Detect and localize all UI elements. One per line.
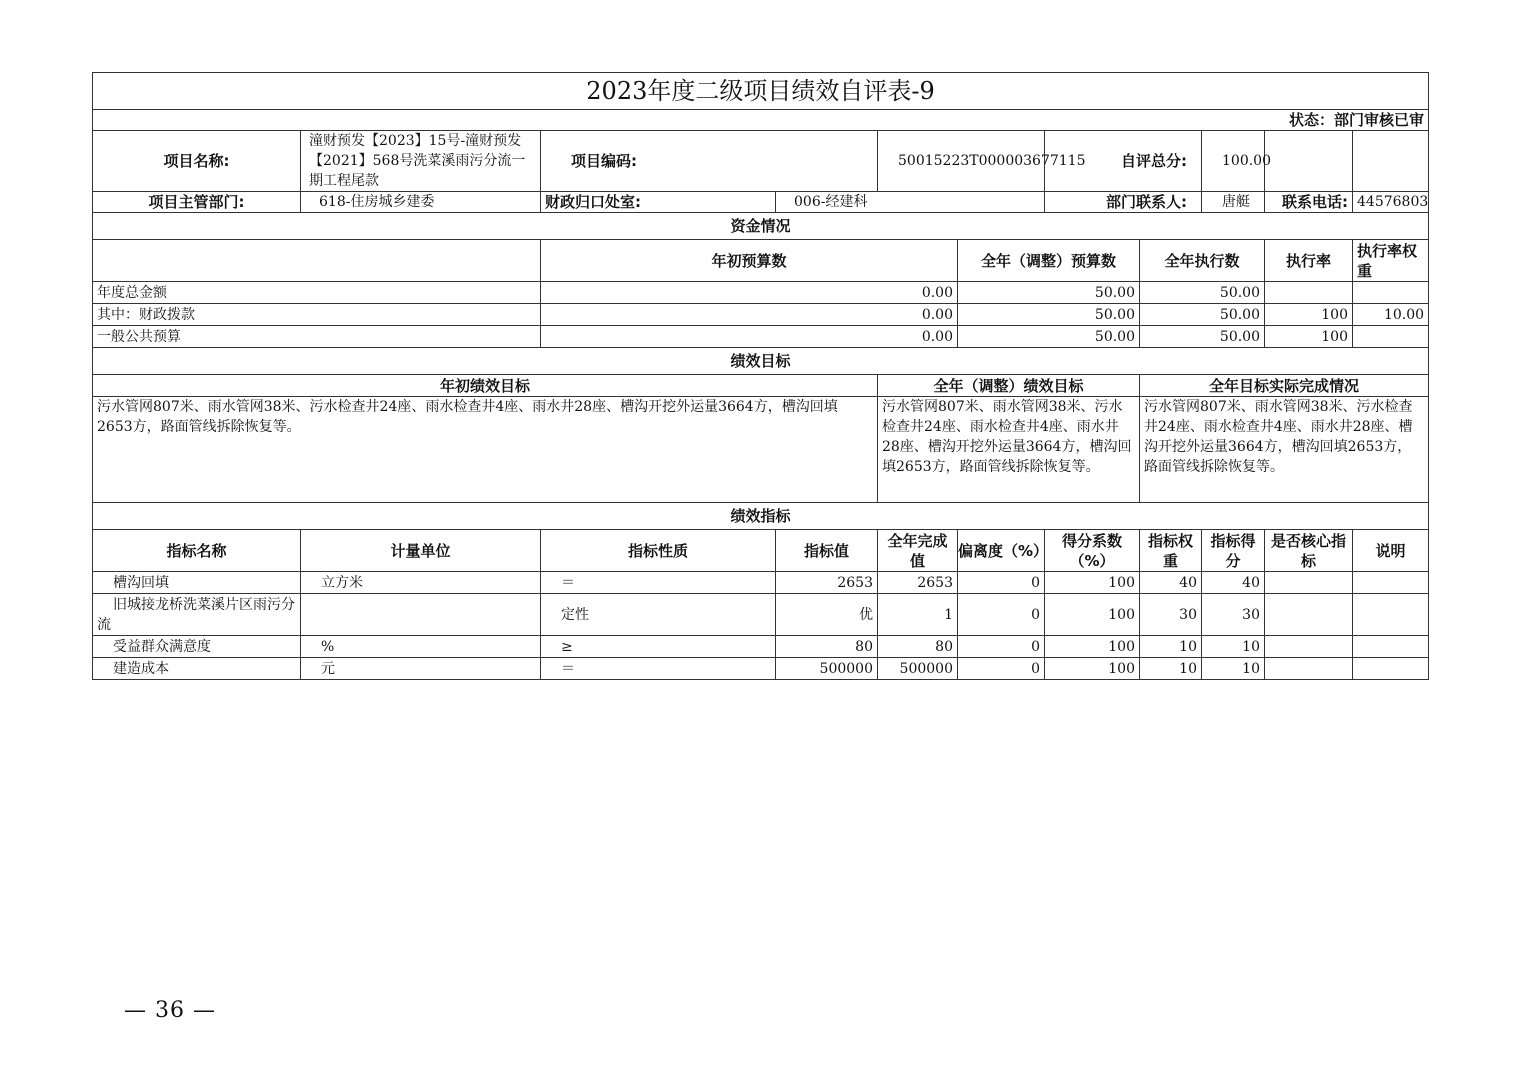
ind-header-score: 指标得分 [1202, 530, 1265, 572]
funds-row-executed: 50.00 [1140, 326, 1265, 348]
ind-score: 10 [1202, 658, 1265, 680]
ind-core [1265, 572, 1353, 594]
table-row [93, 572, 1429, 594]
ind-unit [301, 594, 541, 636]
ind-nature: ＝ [541, 572, 776, 594]
ind-header-value: 指标值 [776, 530, 878, 572]
ind-header-done: 全年完成值 [878, 530, 958, 572]
contact-value: 唐艇 [1202, 192, 1265, 213]
ind-note [1353, 572, 1429, 594]
finance-label: 财政归口处室: [541, 192, 776, 213]
funds-row-rate [1265, 282, 1353, 304]
funds-row-initial: 0.00 [541, 282, 958, 304]
ind-core [1265, 594, 1353, 636]
table-row [93, 594, 1429, 636]
page-title: 2023年度二级项目绩效自评表-9 [93, 73, 1429, 110]
ind-value: 优 [776, 594, 878, 636]
finance-value: 006-经建科 [776, 192, 1045, 213]
ind-unit: % [301, 636, 541, 658]
ind-header-name: 指标名称 [93, 530, 301, 572]
funds-row-name: 年度总金额 [93, 282, 541, 304]
ind-weight: 40 [1140, 572, 1202, 594]
blank-cell [1353, 131, 1429, 192]
ind-done: 1 [878, 594, 958, 636]
ind-coef: 100 [1045, 594, 1140, 636]
status-badge: 状态：部门审核已审 [93, 110, 1429, 131]
ind-nature: ≥ [541, 636, 776, 658]
funds-row-initial: 0.00 [541, 326, 958, 348]
ind-unit: 元 [301, 658, 541, 680]
blank-cell [1265, 131, 1353, 192]
project-code-label: 项目编码: [541, 131, 878, 192]
ind-coef: 100 [1045, 658, 1140, 680]
ind-score: 40 [1202, 572, 1265, 594]
funds-row-adjusted: 50.00 [958, 304, 1140, 326]
project-name-label: 项目名称: [93, 131, 301, 192]
goals-header-actual: 全年目标实际完成情况 [1140, 375, 1429, 397]
ind-dev: 0 [958, 572, 1045, 594]
funds-header-rate: 执行率 [1265, 240, 1353, 282]
ind-note [1353, 594, 1429, 636]
ind-header-core: 是否核心指标 [1265, 530, 1353, 572]
funds-header-initial: 年初预算数 [541, 240, 958, 282]
phone-value: 44576803 [1353, 192, 1429, 213]
project-name: 潼财预发【2023】15号-潼财预发【2021】568号洗菜溪雨污分流一期工程尾款 [301, 131, 541, 192]
funds-row-adjusted: 50.00 [958, 326, 1140, 348]
goals-section-title: 绩效目标 [93, 348, 1429, 375]
ind-coef: 100 [1045, 572, 1140, 594]
funds-header-weight: 执行率权重 [1353, 240, 1429, 282]
goal-initial-text: 污水管网807米、雨水管网38米、污水检查井24座、雨水检查井4座、雨水井28座、槽沟开挖外运量3664方，槽沟回填2653方，路面管线拆除恢复等。 [93, 397, 878, 503]
dept-value: 618-住房城乡建委 [301, 192, 541, 213]
table-row [93, 636, 1429, 658]
funds-row-score: 10.00 [1353, 304, 1429, 326]
goals-header-initial: 年初绩效目标 [93, 375, 878, 397]
score-label: 自评总分: [1045, 131, 1202, 192]
funds-row-name: 其中：财政拨款 [93, 304, 541, 326]
ind-header-nature: 指标性质 [541, 530, 776, 572]
ind-weight: 30 [1140, 594, 1202, 636]
goals-header-adjusted: 全年（调整）绩效目标 [878, 375, 1140, 397]
ind-done: 80 [878, 636, 958, 658]
ind-score: 10 [1202, 636, 1265, 658]
total-score: 100.00 [1202, 131, 1265, 192]
table-row [93, 658, 1429, 680]
funds-row-score [1353, 282, 1429, 304]
funds-row-score [1353, 326, 1429, 348]
ind-done: 500000 [878, 658, 958, 680]
ind-core [1265, 658, 1353, 680]
contact-label: 部门联系人: [1045, 192, 1202, 213]
ind-unit: 立方米 [301, 572, 541, 594]
ind-note [1353, 636, 1429, 658]
ind-score: 30 [1202, 594, 1265, 636]
ind-header-dev: 偏离度（%） [958, 530, 1045, 572]
ind-nature: 定性 [541, 594, 776, 636]
ind-dev: 0 [958, 658, 1045, 680]
ind-dev: 0 [958, 594, 1045, 636]
funds-row-rate: 100 [1265, 304, 1353, 326]
funds-header-adjusted: 全年（调整）预算数 [958, 240, 1140, 282]
ind-coef: 100 [1045, 636, 1140, 658]
funds-row-executed: 50.00 [1140, 304, 1265, 326]
evaluation-table [92, 72, 1429, 680]
funds-header-executed: 全年执行数 [1140, 240, 1265, 282]
ind-nature: ＝ [541, 658, 776, 680]
ind-header-coef: 得分系数（%） [1045, 530, 1140, 572]
goal-adjusted-text: 污水管网807米、雨水管网38米、污水检查井24座、雨水检查井4座、雨水井28座、槽沟开挖外运量3664方，槽沟回填2653方，路面管线拆除恢复等。 [878, 397, 1140, 503]
ind-name: 槽沟回填 [93, 572, 301, 594]
ind-value: 500000 [776, 658, 878, 680]
ind-weight: 10 [1140, 658, 1202, 680]
ind-name: 建造成本 [93, 658, 301, 680]
ind-done: 2653 [878, 572, 958, 594]
funds-row-initial: 0.00 [541, 304, 958, 326]
project-code: 50015223T000003677115 [878, 131, 1045, 192]
ind-header-note: 说明 [1353, 530, 1429, 572]
funds-section-title: 资金情况 [93, 213, 1429, 240]
ind-value: 2653 [776, 572, 878, 594]
funds-row-rate: 100 [1265, 326, 1353, 348]
phone-label: 联系电话: [1265, 192, 1353, 213]
ind-name: 旧城接龙桥洗菜溪片区雨污分流 [93, 594, 301, 636]
ind-header-weight: 指标权重 [1140, 530, 1202, 572]
ind-name: 受益群众满意度 [93, 636, 301, 658]
ind-note [1353, 658, 1429, 680]
ind-weight: 10 [1140, 636, 1202, 658]
ind-dev: 0 [958, 636, 1045, 658]
indicators-section-title: 绩效指标 [93, 503, 1429, 530]
funds-row-executed: 50.00 [1140, 282, 1265, 304]
funds-header-blank [93, 240, 541, 282]
funds-row-adjusted: 50.00 [958, 282, 1140, 304]
ind-core [1265, 636, 1353, 658]
ind-header-unit: 计量单位 [301, 530, 541, 572]
funds-row-name: 一般公共预算 [93, 326, 541, 348]
ind-value: 80 [776, 636, 878, 658]
goal-actual-text: 污水管网807米、雨水管网38米、污水检查井24座、雨水检查井4座、雨水井28座、槽沟开挖外运量3664方，槽沟回填2653方，路面管线拆除恢复等。 [1140, 397, 1429, 503]
dept-label: 项目主管部门: [93, 192, 301, 213]
page-number: — 36 — [124, 998, 216, 1023]
